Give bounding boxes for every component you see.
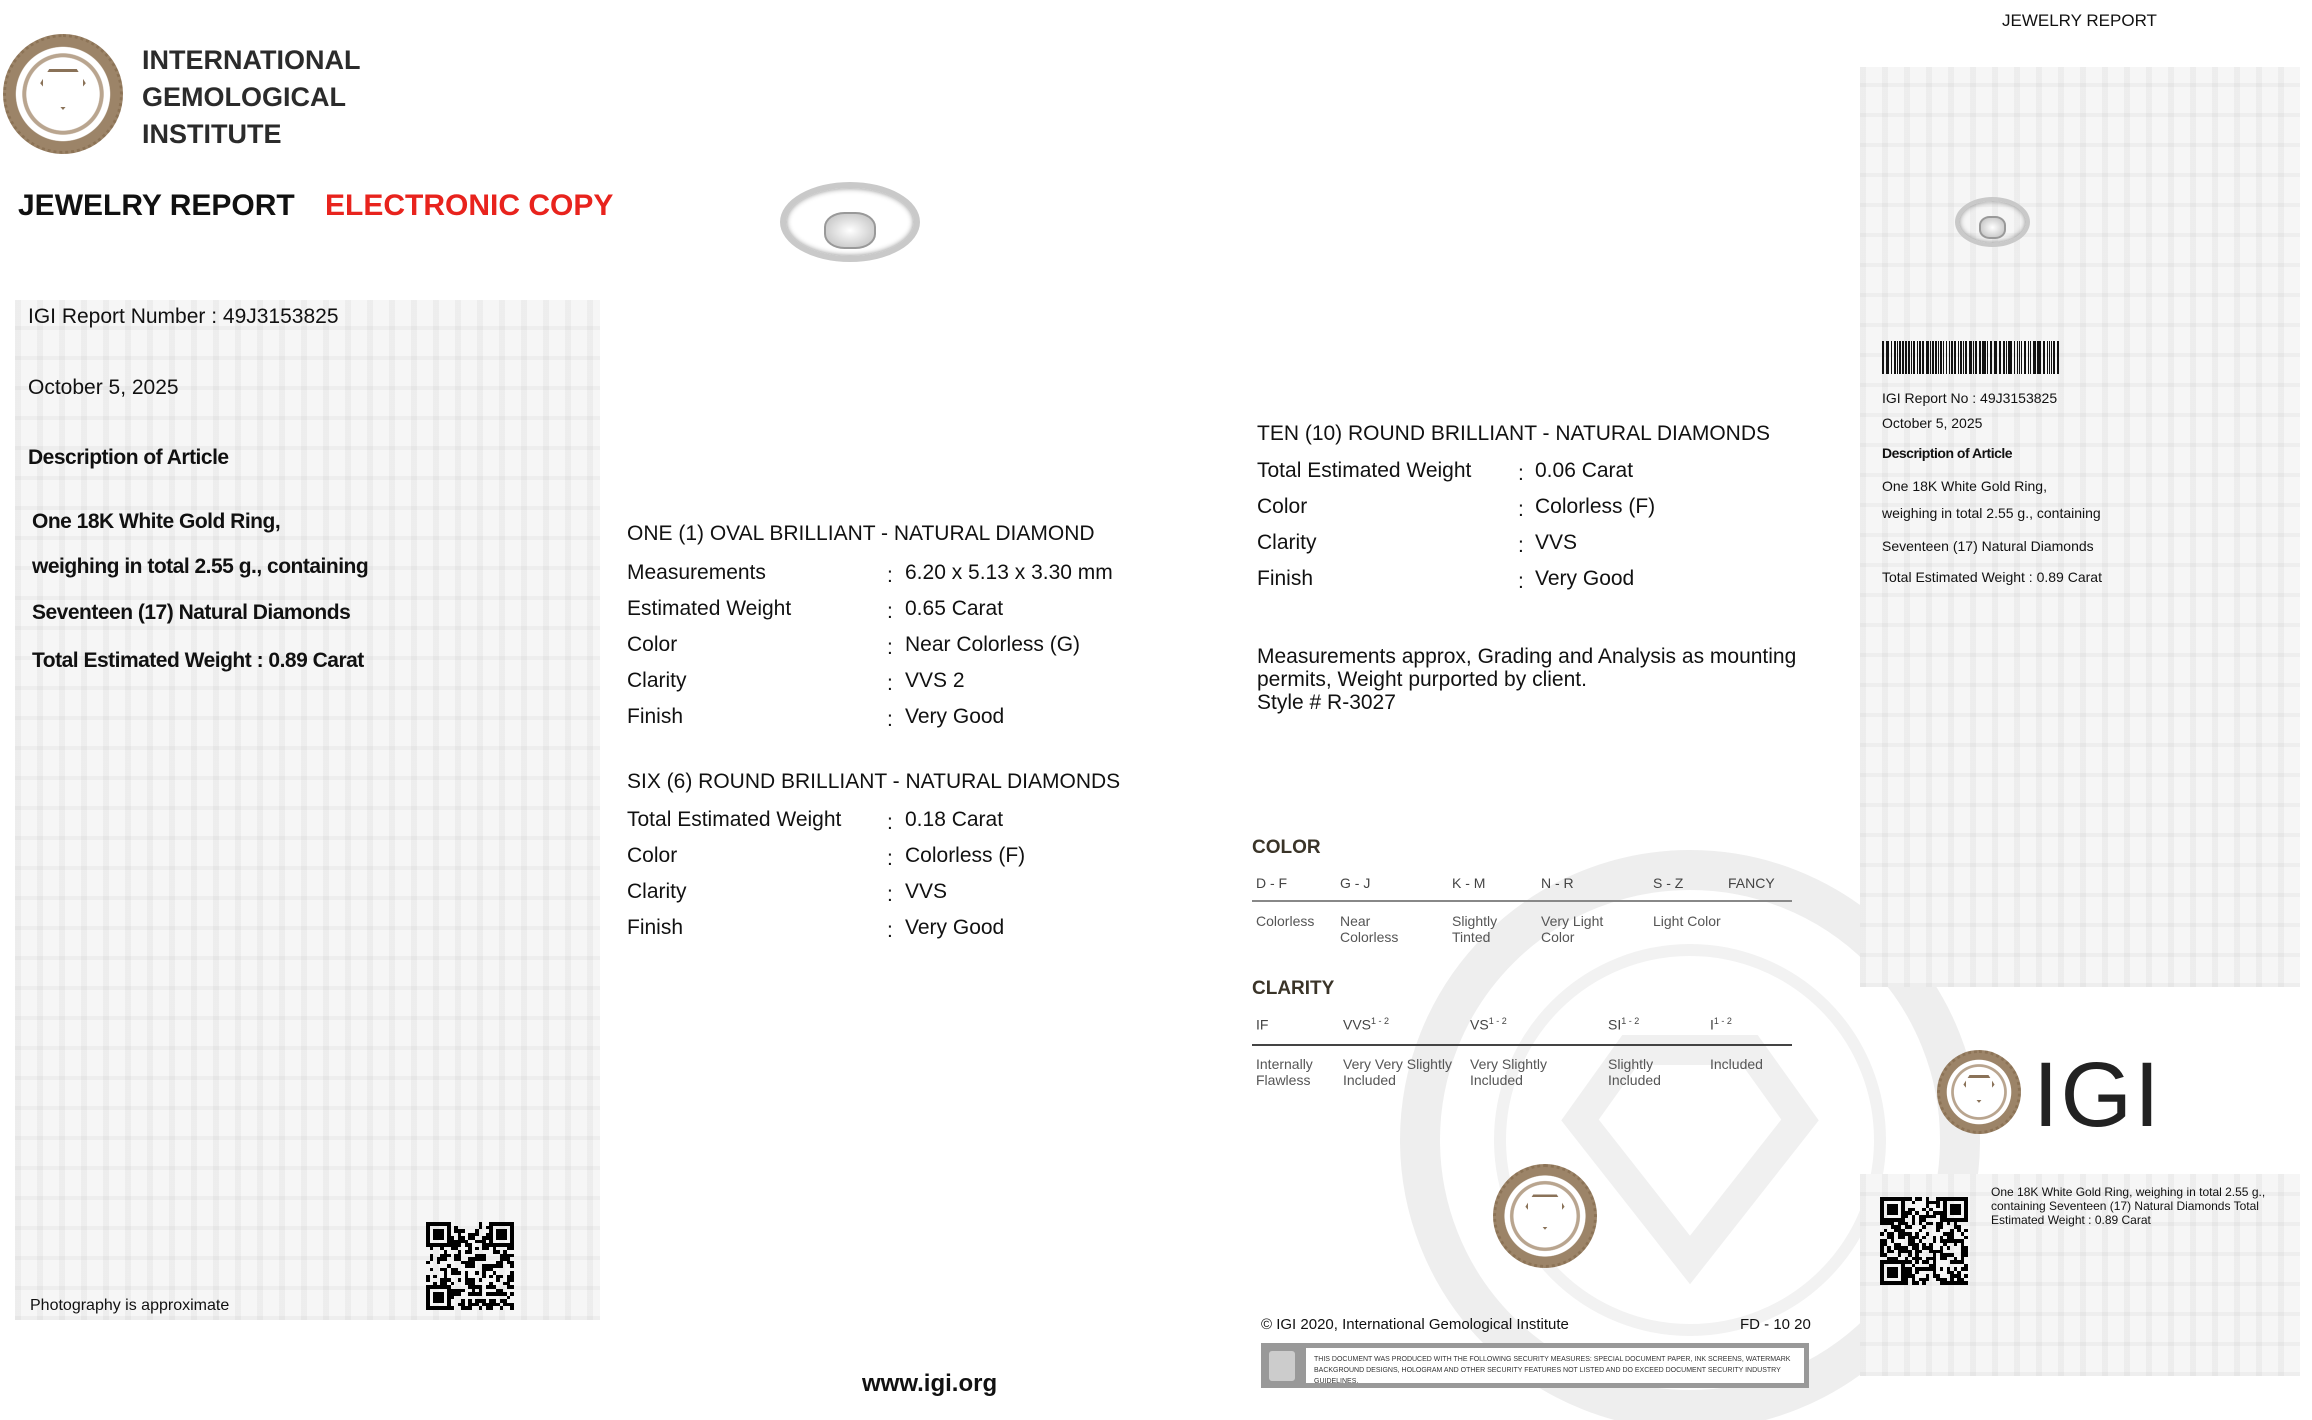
security-notice: THIS DOCUMENT WAS PRODUCED WITH THE FOLLOWING SECURITY MEASURES: SPECIAL DOCUMENT PAPER, INK SCREENS, WATERMARK BACKGROUND DESIGNS, HOLOGRAM AND OTHER SECURITY FEATURES NOT LISTED AND DO EXCEED DOCUMENT SECURITY INDUSTRY GUIDELINES. xyxy=(1306,1348,1804,1383)
copyright: © IGI 2020, International Gemological Institute xyxy=(1261,1316,1569,1333)
barcode-bar xyxy=(2009,341,2011,374)
qr-code[interactable] xyxy=(426,1222,514,1310)
barcode-bar xyxy=(1946,341,1947,374)
detail-separator: : xyxy=(887,919,893,942)
color-grade-desc: Light Color xyxy=(1653,913,1721,929)
detail-separator: : xyxy=(887,636,893,659)
color-grade-code: N - R xyxy=(1541,875,1574,891)
detail-value: Very Good xyxy=(1535,567,1635,590)
barcode-bar xyxy=(1951,341,1953,374)
barcode-bar xyxy=(2014,341,2015,374)
color-grade-desc: Colorless xyxy=(1256,913,1315,929)
detail-separator: : xyxy=(1518,462,1524,485)
clarity-grade-desc: Internally Flawless xyxy=(1256,1056,1313,1088)
description-line: Seventeen (17) Natural Diamonds xyxy=(32,601,351,624)
ring-photo xyxy=(780,182,920,262)
detail-separator: : xyxy=(887,883,893,906)
color-grade-code: S - Z xyxy=(1653,875,1684,891)
barcode-bar xyxy=(2017,341,2018,374)
barcode-bar xyxy=(2057,341,2059,374)
description-line: weighing in total 2.55 g., containing xyxy=(32,555,369,578)
detail-separator: : xyxy=(887,672,893,695)
clarity-grade-desc: Very Slightly Included xyxy=(1470,1056,1548,1088)
stub-summary: One 18K White Gold Ring, weighing in total 2.55 g., containing Seventeen (17) Natural Diamonds Total Estimated Weight : 0.89 Carat xyxy=(1991,1185,2266,1227)
clarity-grade-code: SI$^{1 - 2}$ xyxy=(1608,1016,1640,1033)
org-line-1: INTERNATIONAL xyxy=(142,45,361,75)
color-grade-desc: Near Colorless xyxy=(1340,913,1399,945)
barcode-bar xyxy=(1979,341,1981,374)
detail-value: VVS 2 xyxy=(905,669,965,692)
barcode-bar xyxy=(1908,341,1910,374)
comment-line: permits, Weight purported by client. xyxy=(1257,668,1587,691)
clarity-scale-heading: CLARITY xyxy=(1252,978,1335,999)
org-name xyxy=(142,42,360,153)
stub-qr-code[interactable] xyxy=(1880,1197,1968,1285)
color-grade-code: D - F xyxy=(1256,875,1288,891)
detail-label: Clarity xyxy=(627,880,687,903)
detail-label: Finish xyxy=(627,705,684,728)
barcode-bar xyxy=(2033,341,2035,374)
barcode-bar xyxy=(1919,341,1921,374)
barcode-bar xyxy=(2006,341,2007,374)
detail-label: Total Estimated Weight xyxy=(627,808,842,831)
detail-label: Color xyxy=(627,633,678,656)
stub-title: JEWELRY REPORT xyxy=(2002,11,2157,30)
detail-separator: : xyxy=(887,811,893,834)
barcode-bar xyxy=(1963,341,1964,374)
barcode-bar xyxy=(1922,341,1924,374)
barcode-bar xyxy=(1987,341,1988,374)
barcode-bar xyxy=(1973,341,1975,374)
barcode-bar xyxy=(1917,341,1918,374)
detail-separator: : xyxy=(887,600,893,623)
description-line: Total Estimated Weight : 0.89 Carat xyxy=(32,649,364,672)
barcode-bar xyxy=(2047,341,2048,374)
barcode-bar xyxy=(1913,341,1915,374)
detail-value: 0.65 Carat xyxy=(905,597,1004,620)
barcode-bar xyxy=(2019,341,2021,374)
stub-line: Total Estimated Weight : 0.89 Carat xyxy=(1882,569,2102,585)
barcode-bar xyxy=(1902,341,1904,374)
barcode-bar xyxy=(1958,341,1959,374)
stub-report-no: IGI Report No : 49J3153825 xyxy=(1882,390,2058,406)
stub-line: One 18K White Gold Ring, xyxy=(1882,478,2047,494)
detail-separator: : xyxy=(1518,570,1524,593)
barcode-bar xyxy=(1905,341,1907,374)
stub-description-heading: Description of Article xyxy=(1882,445,2013,461)
barcode-bar xyxy=(1887,341,1889,374)
color-grade-code: FANCY xyxy=(1728,875,1775,891)
clarity-grade-code: $I^{1 - 2}$ xyxy=(1710,1016,1732,1033)
barcode-bar xyxy=(2028,341,2030,374)
detail-label: Finish xyxy=(1257,567,1314,590)
barcode-bar xyxy=(1911,341,1912,374)
ten-round-title: TEN (10) ROUND BRILLIANT - NATURAL DIAMONDS xyxy=(1257,422,1771,445)
detail-value: Near Colorless (G) xyxy=(905,633,1081,656)
stub-igi-seal xyxy=(1937,1050,2021,1134)
detail-value: Very Good xyxy=(905,916,1005,939)
detail-value: Colorless (F) xyxy=(1535,495,1656,518)
barcode-bar xyxy=(1897,341,1898,374)
barcode-bar xyxy=(2003,341,2005,374)
barcode-bar xyxy=(1891,341,1892,374)
clarity-grade-code: VVS$^{1 - 2}$ xyxy=(1343,1016,1390,1033)
electronic-copy-label: ELECTRONIC COPY xyxy=(325,189,614,222)
barcode-bar xyxy=(1999,341,2001,374)
barcode-bar xyxy=(2021,341,2022,374)
detail-label: Finish xyxy=(627,916,684,939)
barcode-bar xyxy=(2037,341,2038,374)
detail-value: Colorless (F) xyxy=(905,844,1026,867)
detail-value: VVS xyxy=(1535,531,1578,554)
stub-date: October 5, 2025 xyxy=(1882,415,1983,431)
barcode-bar xyxy=(1969,341,1971,374)
detail-value: VVS xyxy=(905,880,948,903)
detail-separator: : xyxy=(887,847,893,870)
clarity-grade-desc: Very Very Slightly Included xyxy=(1343,1056,1452,1088)
detail-label: Color xyxy=(1257,495,1308,518)
clarity-grade-desc: Included xyxy=(1710,1056,1763,1072)
barcode-bar xyxy=(1899,341,1901,374)
detail-value: Very Good xyxy=(905,705,1005,728)
barcode-bar xyxy=(1990,341,1992,374)
color-grade-desc: Slightly Tinted xyxy=(1452,913,1498,945)
photo-note: Photography is approximate xyxy=(30,1297,230,1314)
oval-diamond-title: ONE (1) OVAL BRILLIANT - NATURAL DIAMOND xyxy=(627,522,1095,545)
detail-separator: : xyxy=(1518,498,1524,521)
color-grade-desc: Very Light Color xyxy=(1541,913,1604,945)
barcode-bar xyxy=(1882,341,1884,374)
org-line-3: INSTITUTE xyxy=(142,119,282,149)
clarity-scale-line xyxy=(1252,1044,1792,1046)
barcode-bar xyxy=(1932,341,1934,374)
color-grade-code: G - J xyxy=(1340,875,1371,891)
color-scale-heading: COLOR xyxy=(1252,837,1321,858)
detail-label: Clarity xyxy=(627,669,687,692)
website-link[interactable]: www.igi.org xyxy=(862,1370,998,1397)
color-grade-code: K - M xyxy=(1452,875,1486,891)
comment-line: Style # R-3027 xyxy=(1257,691,1396,714)
detail-label: Total Estimated Weight xyxy=(1257,459,1472,482)
six-round-title: SIX (6) ROUND BRILLIANT - NATURAL DIAMONDS xyxy=(627,770,1121,793)
barcode-bar xyxy=(1954,341,1956,374)
detail-separator: : xyxy=(887,708,893,731)
form-code: FD - 10 20 xyxy=(1740,1316,1811,1333)
barcode-bar xyxy=(2038,341,2040,374)
detail-label: Measurements xyxy=(627,561,766,584)
barcode-bar xyxy=(1926,341,1928,374)
barcode-bar xyxy=(1940,341,1942,374)
barcode xyxy=(1882,341,2060,374)
barcode-bar xyxy=(1994,341,1996,374)
barcode-bar xyxy=(1983,341,1985,374)
detail-label: Clarity xyxy=(1257,531,1317,554)
igi-seal-logo xyxy=(3,34,123,154)
barcode-bar xyxy=(1960,341,1962,374)
watermark-panel-stub xyxy=(1860,67,2300,987)
report-date: October 5, 2025 xyxy=(28,376,179,399)
clarity-grade-code: IF xyxy=(1256,1016,1269,1033)
barcode-bar xyxy=(1886,341,1887,374)
description-line: One 18K White Gold Ring, xyxy=(32,510,281,533)
detail-value: 0.06 Carat xyxy=(1535,459,1634,482)
detail-separator: : xyxy=(1518,534,1524,557)
report-number: IGI Report Number : 49J3153825 xyxy=(28,305,339,328)
comment-line: Measurements approx, Grading and Analysis as mounting xyxy=(1257,645,1797,668)
security-bar xyxy=(1261,1343,1809,1388)
stub-igi-logo-text: IGI xyxy=(2033,1044,2162,1146)
barcode-bar xyxy=(1975,341,1977,374)
barcode-bar xyxy=(1965,341,1967,374)
color-scale-line xyxy=(1252,900,1792,902)
lock-icon xyxy=(1269,1351,1295,1381)
clarity-grade-desc: Slightly Included xyxy=(1608,1056,1661,1088)
barcode-bar xyxy=(2049,341,2050,374)
report-type: JEWELRY REPORT xyxy=(18,189,295,222)
org-line-2: GEMOLOGICAL xyxy=(142,82,346,112)
barcode-bar xyxy=(2043,341,2045,374)
barcode-bar xyxy=(2024,341,2026,374)
igi-seal xyxy=(1493,1164,1597,1268)
barcode-bar xyxy=(1949,341,1951,374)
barcode-bar xyxy=(1982,341,1983,374)
clarity-grade-code: VS$^{1 - 2}$ xyxy=(1470,1016,1507,1033)
detail-value: 6.20 x 5.13 x 3.30 mm xyxy=(905,561,1113,584)
stub-line: Seventeen (17) Natural Diamonds xyxy=(1882,538,2094,554)
barcode-bar xyxy=(2053,341,2055,374)
barcode-bar xyxy=(2008,341,2009,374)
barcode-bar xyxy=(2030,341,2031,374)
stub-ring-photo xyxy=(1955,197,2030,247)
detail-label: Estimated Weight xyxy=(627,597,792,620)
stub-line: weighing in total 2.55 g., containing xyxy=(1882,505,2101,521)
barcode-bar xyxy=(1943,341,1944,374)
barcode-bar xyxy=(1935,341,1937,374)
detail-label: Color xyxy=(627,844,678,867)
comments xyxy=(1257,645,1796,714)
barcode-bar xyxy=(1894,341,1896,374)
description-heading: Description of Article xyxy=(28,446,229,469)
detail-separator: : xyxy=(887,564,893,587)
barcode-bar xyxy=(1938,341,1939,374)
barcode-bar xyxy=(1930,341,1931,374)
barcode-bar xyxy=(2051,341,2052,374)
detail-value: 0.18 Carat xyxy=(905,808,1004,831)
